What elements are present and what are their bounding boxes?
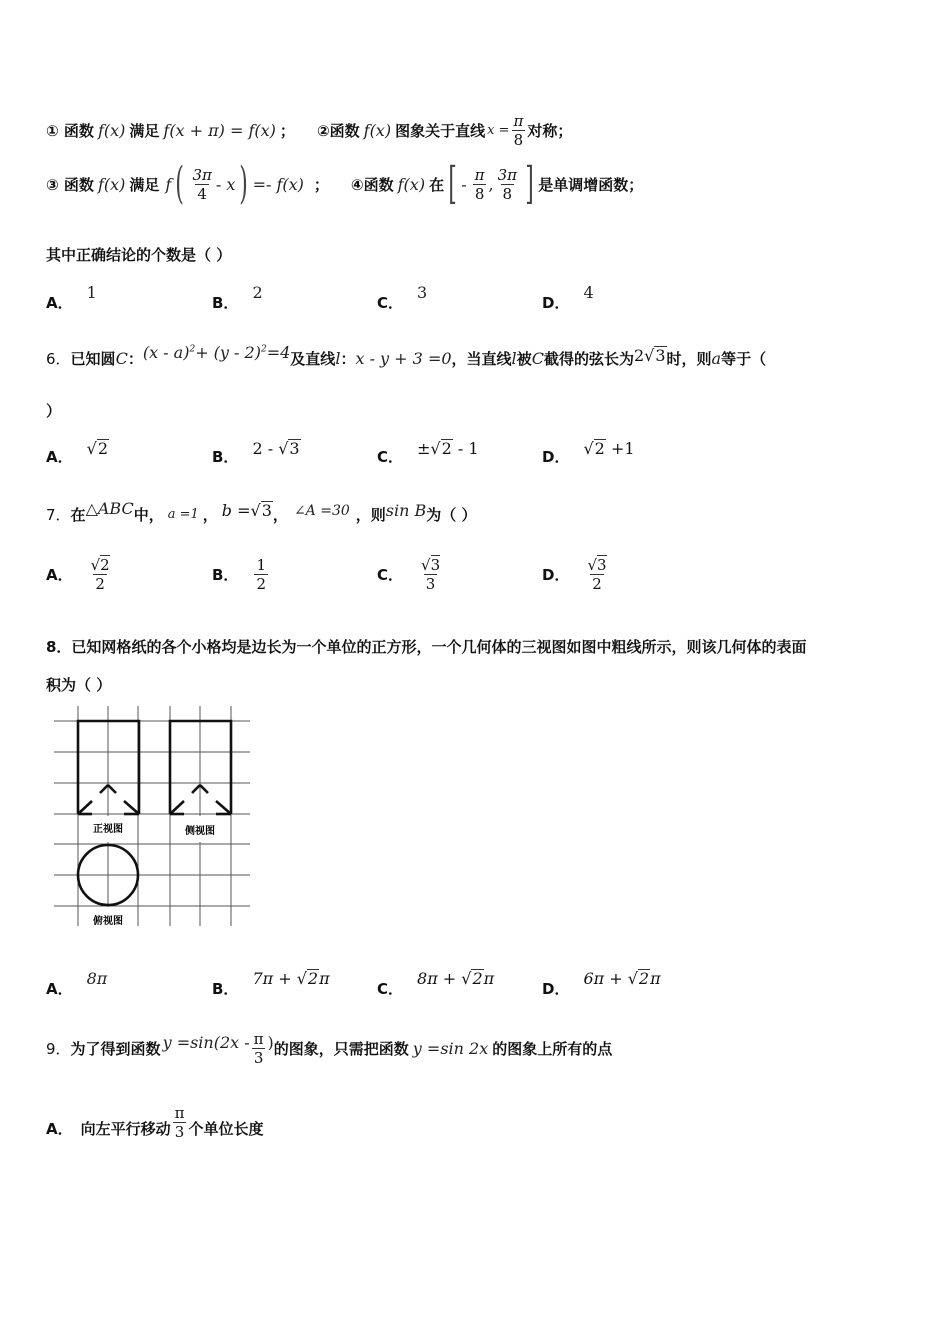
- option-value: 2 - √ 3: [252, 439, 300, 458]
- option-label: C．: [377, 980, 404, 998]
- s3-rhs: =- f(x): [252, 174, 304, 194]
- option-value: [254, 556, 268, 593]
- q7-angle: ∠A =30: [293, 502, 350, 519]
- q8-stem-line-2: [46, 674, 111, 695]
- q8-text-2: 积为（ ）: [46, 676, 112, 694]
- b-eq: b =: [221, 501, 251, 520]
- q6-c-2: C: [531, 349, 544, 368]
- s3-mid: 满足: [129, 175, 160, 194]
- option-label: B．: [212, 566, 239, 584]
- right-paren: ): [239, 158, 249, 209]
- q7-text-3: ，: [202, 506, 218, 524]
- q6-text-3: 及直线: [290, 350, 336, 368]
- s4-den1: 8: [474, 184, 485, 203]
- numerator: 1: [256, 556, 266, 574]
- q7-b-eq: b = √ 3: [221, 501, 272, 520]
- q5-option-d[interactable]: [542, 283, 594, 313]
- q8-option-d[interactable]: [542, 969, 661, 999]
- q8-text-1: 8．已知网格纸的各个小格均是边长为一个单位的正方形，一个几何体的三视图如图中粗线所示，则该几何体的表面: [46, 638, 807, 656]
- q9-stem: [46, 1030, 612, 1067]
- q8-stem-line-1: [46, 636, 806, 657]
- option-den: 3: [174, 1123, 185, 1141]
- q6-a: a: [711, 349, 722, 368]
- s3-f: f: [165, 174, 172, 194]
- q7-option-b[interactable]: [212, 556, 270, 593]
- option-value: $\frac{√3}{3}$: [421, 556, 441, 593]
- option-label: A．: [46, 980, 73, 998]
- q6-number: 6．: [46, 350, 71, 368]
- option-label: C．: [377, 448, 404, 466]
- option-label: A．: [46, 294, 73, 312]
- option-value: 3: [417, 283, 428, 302]
- q9-func-1b: ): [267, 1033, 274, 1052]
- numerator-radicand: 3: [597, 556, 607, 574]
- q7-option-a[interactable]: [46, 556, 114, 593]
- q9-fraction: [252, 1030, 266, 1067]
- q6-text-4: ：: [340, 350, 356, 368]
- s3-fx: f(x): [97, 174, 126, 194]
- s4-end: 是单调增函数；: [538, 175, 644, 194]
- q9-num: π: [253, 1030, 264, 1048]
- q6-close: [46, 400, 61, 421]
- q6-circle-eq: [143, 343, 290, 362]
- s4-prefix: ④函数: [350, 175, 394, 194]
- option-value: 1: [86, 283, 97, 302]
- s3-fraction: [190, 166, 213, 203]
- statement-3-4: [46, 158, 644, 209]
- option-text-1: 向左平行移动: [80, 1120, 171, 1138]
- q8-option-a[interactable]: [46, 969, 108, 999]
- s2-mid: 图象关于直线: [395, 122, 486, 140]
- q9-func-1a: y =sin(2x -: [162, 1033, 250, 1052]
- q6-option-b[interactable]: [212, 439, 301, 467]
- q7-text-5: ，则: [355, 506, 386, 524]
- s1-prefix: ① 函数: [46, 122, 94, 140]
- numerator-radicand: 2: [100, 556, 110, 574]
- q6-option-a[interactable]: [46, 439, 109, 467]
- denominator: 3: [425, 575, 436, 593]
- q5-option-c[interactable]: [377, 283, 428, 313]
- q6-close-paren: ）: [46, 402, 62, 420]
- suffix: π: [650, 969, 661, 988]
- prefix: 7π +: [252, 969, 292, 988]
- q7-number: 7．: [46, 506, 71, 524]
- q7-triangle: △ABC: [85, 499, 134, 518]
- option-value: $\frac{√2}{2}$: [90, 556, 110, 593]
- option-value: 2: [252, 283, 263, 302]
- left-bracket: [: [448, 158, 457, 209]
- q5-option-b[interactable]: [212, 283, 263, 313]
- q6-text-6: 被: [516, 350, 532, 368]
- circle-part-2: + (y - 2): [195, 343, 261, 362]
- caption-front: 正视图: [93, 824, 123, 835]
- q7-stem: [46, 499, 477, 525]
- q6-text-5: ，当直线: [451, 350, 512, 368]
- s4-fx: f(x): [397, 174, 426, 194]
- q6-text-8: 时，则: [666, 350, 712, 368]
- option-label: D．: [542, 448, 570, 466]
- s2-end: 对称；: [527, 122, 573, 140]
- q6-text-2: ：: [127, 350, 143, 368]
- circle-part-1: (x - a): [142, 343, 190, 362]
- option-label: C．: [377, 294, 404, 312]
- option-value: 8π: [86, 969, 108, 988]
- q9-text-1: 为了得到函数: [70, 1040, 161, 1058]
- s3-minus-x: - x: [215, 174, 236, 194]
- q6-option-c[interactable]: [377, 439, 479, 467]
- suffix: π: [483, 969, 495, 988]
- q9-func-2: y =sin 2x: [412, 1039, 489, 1058]
- s2-num: π: [513, 112, 524, 130]
- option-label: B．: [212, 448, 239, 466]
- option-label: C．: [377, 566, 404, 584]
- s4-num2: 3π: [497, 165, 518, 184]
- option-label: B．: [212, 980, 239, 998]
- chord-coef: 2: [633, 346, 645, 365]
- s3-num: 3π: [192, 165, 212, 184]
- option-label: A．: [46, 1120, 73, 1138]
- s4-fraction-2: [496, 166, 519, 203]
- s2-prefix: ②函数: [316, 122, 360, 140]
- prefix: ±: [417, 439, 431, 458]
- prefix: 8π +: [417, 969, 457, 988]
- option-label: B．: [212, 294, 239, 312]
- s3-end: ；: [313, 175, 329, 194]
- q7-option-c[interactable]: [377, 556, 444, 593]
- q8-option-c[interactable]: [377, 969, 495, 999]
- s4-num1: π: [474, 165, 485, 184]
- prefix: 6π +: [583, 969, 623, 988]
- s4-den2: 8: [502, 184, 513, 203]
- s4-fraction-1: [473, 166, 487, 203]
- s4-comma: ,: [488, 174, 494, 194]
- radicand: 3: [289, 439, 300, 458]
- suffix: π: [319, 969, 330, 988]
- q5-option-a[interactable]: [46, 283, 97, 313]
- prefix: 2 -: [252, 439, 274, 458]
- q6-chord: 2 √ 3: [633, 346, 666, 365]
- b-radicand: 3: [261, 501, 272, 520]
- denominator: 2: [95, 575, 105, 593]
- option-text-2: 个单位长度: [188, 1120, 264, 1138]
- caption-top: 俯视图: [93, 916, 123, 927]
- s2-den: 8: [513, 131, 524, 149]
- option-label: D．: [542, 566, 570, 584]
- q6-text-9: 等于（: [721, 350, 767, 368]
- suffix: +1: [610, 439, 635, 458]
- option-fraction: [173, 1104, 187, 1141]
- q7-sinb: sin B: [385, 501, 427, 520]
- s2-fraction: [511, 112, 525, 149]
- radicand: 2: [472, 969, 483, 988]
- q7-option-d[interactable]: [542, 556, 611, 593]
- q7-a-eq: a =1: [167, 507, 199, 522]
- s3-den: 4: [197, 184, 207, 203]
- suffix: - 1: [457, 439, 479, 458]
- q6-stem: [46, 343, 767, 369]
- option-value: √ 2: [86, 439, 108, 458]
- option-value: 4: [583, 283, 594, 302]
- option-value: 7π + √ 2 π: [252, 969, 330, 988]
- square-2: 2: [260, 344, 267, 355]
- s1-mid: 满足: [129, 122, 160, 140]
- radicand: 2: [307, 969, 319, 988]
- q9-text-2: 的图象，只需把函数: [273, 1040, 409, 1058]
- numerator-radicand: 3: [430, 556, 441, 574]
- q6-l-2: l: [511, 349, 517, 368]
- q9-option-a[interactable]: [46, 1104, 264, 1147]
- option-label: A．: [46, 566, 73, 584]
- denominator: 2: [592, 575, 602, 593]
- q9-text-3: 的图象上所有的点: [492, 1040, 613, 1058]
- option-num: π: [174, 1104, 185, 1122]
- option-value: ± √ 2 - 1: [417, 439, 479, 458]
- option-value: $\frac{√3}{2}$: [587, 556, 607, 593]
- q6-line-eq: x - y + 3 =0: [355, 349, 452, 368]
- option-label: A．: [46, 448, 73, 466]
- q6-c: C: [115, 349, 128, 368]
- radicand: 2: [97, 439, 108, 458]
- q7-text-4: ，: [272, 506, 288, 524]
- right-bracket: ]: [525, 158, 534, 209]
- q7-text-1: 在: [70, 506, 86, 524]
- q9-den: 3: [253, 1049, 264, 1067]
- q5-stem: [46, 244, 231, 265]
- option-value: 8π + √ 2 π: [417, 969, 495, 988]
- s4-mid: 在: [429, 175, 445, 194]
- s2-x: x =: [487, 123, 510, 138]
- option-label: D．: [542, 980, 570, 998]
- left-paren: (: [175, 158, 185, 209]
- three-view-grid: [48, 704, 252, 930]
- q6-text-7: 截得的弦长为: [543, 350, 634, 368]
- s3-prefix: ③ 函数: [46, 175, 94, 194]
- s2-fx: f(x): [363, 121, 392, 140]
- chord-radicand: 3: [655, 346, 666, 365]
- s1-eq: f(x + π) = f(x): [163, 121, 276, 140]
- q7-text-2: 中，: [133, 506, 164, 524]
- q5-stem-text: 其中正确结论的个数是（ ）: [46, 246, 232, 264]
- option-label: D．: [542, 294, 570, 312]
- statement-1-2: [46, 112, 572, 149]
- q6-l: l: [335, 349, 341, 368]
- s4-neg: -: [461, 174, 467, 194]
- radicand: 2: [594, 439, 605, 458]
- q6-option-d[interactable]: [542, 439, 635, 467]
- denominator: 2: [256, 575, 266, 593]
- radicand: 2: [638, 969, 650, 988]
- radicand: 2: [441, 439, 452, 458]
- circle-part-3: =4: [266, 343, 291, 362]
- s1-fx: f(x): [97, 121, 126, 140]
- option-value: √ 2 +1: [583, 439, 635, 458]
- caption-side: 侧视图: [185, 826, 215, 837]
- q7-text-6: 为（ ）: [426, 506, 477, 524]
- q9-number: 9．: [46, 1040, 71, 1058]
- q6-text-1: 已知圆: [70, 350, 116, 368]
- three-view-figure: [48, 704, 252, 934]
- square-1: 2: [189, 344, 196, 355]
- option-value: 6π + √ 2 π: [583, 969, 661, 988]
- q8-option-b[interactable]: [212, 969, 330, 999]
- s1-end: ；: [279, 122, 295, 140]
